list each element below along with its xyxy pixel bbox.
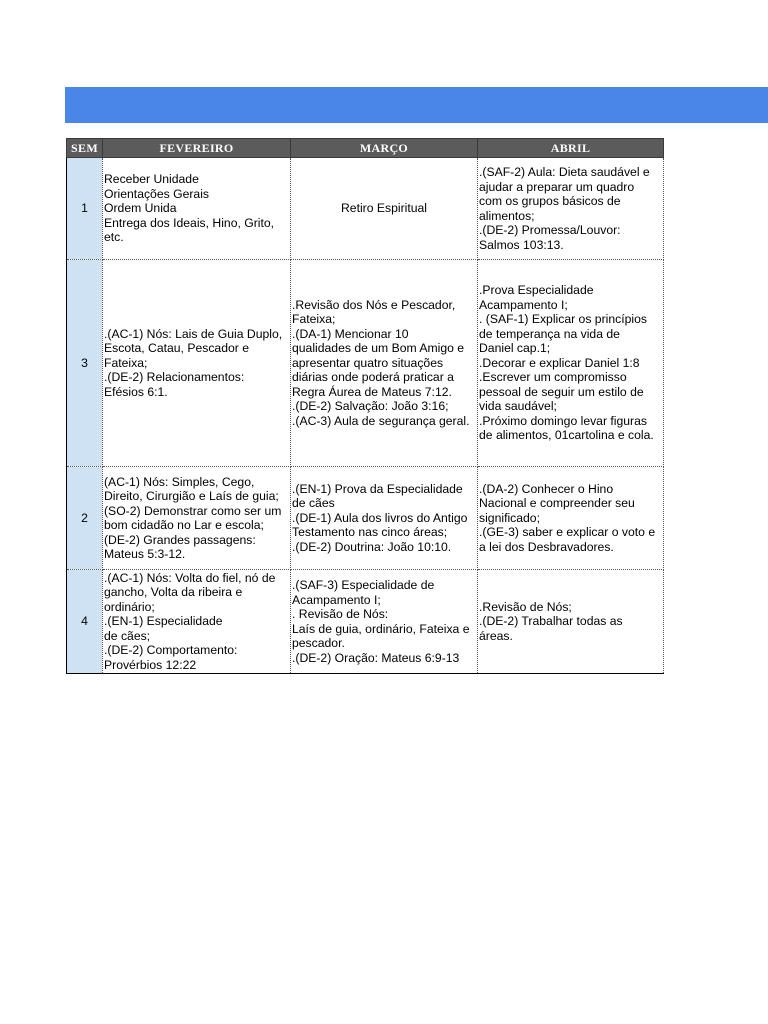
cell-line: Escota, Catau, Pescador e	[104, 341, 249, 356]
table-header-row	[67, 139, 664, 158]
cell-line: .(DE-2) Promessa/Louvor:	[479, 223, 621, 237]
header-fevereiro: FEVEREIRO	[103, 139, 291, 158]
abril-cell	[478, 260, 664, 467]
cell-line: . (SAF-1) Explicar os princípios	[479, 312, 647, 327]
cell-line: de cães;	[104, 628, 151, 643]
cell-line: .Próximo domingo levar figuras	[479, 413, 647, 428]
marco-cell	[291, 158, 478, 260]
cell-line: Retiro Espiritual	[340, 201, 428, 216]
cell-line: .(SAF-2) Aula: Dieta saudável e	[479, 165, 650, 179]
cell-line: .(DE-2) Salvação: João 3:16;	[292, 399, 449, 414]
schedule-table	[66, 138, 664, 674]
cell-line: pessoal de seguir um estilo de	[479, 384, 644, 399]
cell-line: Testamento nas cinco áreas;	[292, 525, 448, 540]
fevereiro-cell	[103, 158, 291, 260]
cell-line: Regra Áurea de Mateus 7:12.	[292, 384, 452, 399]
cell-line: apresentar quatro situações	[292, 355, 444, 370]
marco-cell	[291, 467, 478, 570]
cell-line: .(DE-2) Relacionamentos:	[104, 370, 245, 385]
cell-line: Direito, Cirurgião e Laís de guia;	[104, 489, 279, 503]
cell-line: .Decorar e explicar Daniel 1:8	[479, 355, 640, 370]
sem-cell: 2	[67, 467, 103, 570]
cell-line: Mateus 5:3-12.	[104, 547, 186, 561]
abril-cell	[478, 158, 664, 260]
cell-line: .(EN-1) Prova da Especialidade	[292, 481, 463, 496]
cell-line: .(EN-1) Especialidade	[104, 614, 223, 629]
cell-line: Ordem Unida	[104, 201, 177, 216]
cell-line: .(DE-2) Trabalhar todas as	[479, 614, 623, 629]
cell-line: .(DA-2) Conhecer o Hino	[479, 481, 614, 496]
cell-line: Entrega dos Ideais, Hino, Grito,	[104, 215, 275, 230]
marco-cell	[291, 260, 478, 467]
fevereiro-cell	[103, 467, 291, 570]
cell-line: áreas.	[479, 628, 513, 643]
cell-line: Fateixa;	[104, 355, 148, 370]
cell-line: gancho, Volta da ribeira e	[104, 585, 243, 600]
cell-line: (SO-2) Demonstrar como ser um	[104, 503, 282, 518]
cell-line: .Revisão dos Nós e Pescador,	[292, 297, 456, 312]
cell-line: alimentos;	[479, 208, 535, 223]
cell-line: de temperança na vida de	[479, 326, 620, 341]
cell-line: .Escrever um compromisso	[479, 370, 627, 385]
table-row	[67, 260, 664, 467]
marco-cell	[291, 570, 478, 674]
cell-line: .(AC-1) Nós: Volta do fiel, nó de	[104, 570, 276, 585]
cell-line: Salmos 103:13.	[479, 237, 564, 252]
fevereiro-cell	[103, 260, 291, 467]
cell-line: a lei dos Desbravadores.	[479, 539, 614, 554]
cell-line: .(SAF-3) Especialidade de	[292, 578, 435, 592]
cell-line: Daniel cap.1;	[479, 341, 551, 356]
cell-line: .(GE-3) saber e explicar o voto e	[479, 525, 656, 540]
cell-line: .(DA-1) Mencionar 10	[292, 326, 409, 341]
fevereiro-cell	[103, 570, 291, 674]
sem-cell: 3	[67, 260, 103, 467]
cell-line: qualidades de um Bom Amigo e	[292, 341, 465, 356]
cell-line: Orientações Gerais	[104, 186, 209, 201]
header-banner	[65, 87, 768, 123]
table-row	[67, 570, 664, 674]
cell-line: ajudar a preparar um quadro	[479, 179, 635, 194]
header-marco: MARÇO	[291, 139, 478, 158]
cell-line: de alimentos, 01cartolina e cola.	[479, 428, 654, 443]
cell-line: . Revisão de Nós:	[292, 607, 389, 621]
cell-line: bom cidadão no Lar e escola;	[104, 518, 264, 532]
cell-line: significado;	[479, 510, 540, 525]
table-row	[67, 158, 664, 260]
abril-cell	[478, 570, 664, 674]
cell-line: Nacional e compreender seu	[479, 496, 635, 511]
sem-cell: 1	[67, 158, 103, 260]
cell-line: Fateixa;	[292, 312, 336, 327]
cell-line: .(AC-3) Aula de segurança geral.	[292, 413, 470, 428]
cell-line: Acampamento I;	[292, 592, 381, 607]
table-row	[67, 467, 664, 570]
cell-line: de cães	[292, 496, 335, 511]
cell-line: vida saudável;	[479, 399, 557, 414]
cell-line: ordinário;	[104, 599, 155, 614]
cell-line: Receber Unidade	[104, 172, 199, 187]
cell-line: (DE-2) Grandes passagens:	[104, 532, 256, 547]
cell-line: .Revisão de Nós;	[479, 599, 572, 614]
cell-line: diárias onde poderá praticar a	[292, 370, 454, 385]
cell-line: Provérbios 12:22	[104, 657, 197, 672]
cell-line: etc.	[104, 230, 124, 245]
cell-line: .(DE-1) Aula dos livros do Antigo	[292, 510, 468, 525]
cell-line: pescador.	[292, 636, 345, 650]
cell-line: .(DE-2) Doutrina: João 10:10.	[292, 539, 452, 554]
abril-cell	[478, 467, 664, 570]
cell-line: Acampamento I;	[479, 297, 568, 312]
cell-line: Laís de guia, ordinário, Fateixa e	[292, 621, 470, 636]
header-sem: SEM	[67, 139, 103, 158]
cell-line: .(AC-1) Nós: Lais de Guia Duplo,	[104, 326, 283, 341]
cell-line: .Prova Especialidade	[479, 283, 594, 298]
cell-line: (AC-1) Nós: Simples, Cego,	[104, 474, 255, 489]
cell-line: .(DE-2) Comportamento:	[104, 643, 238, 658]
cell-line: .(DE-2) Oração: Mateus 6:9-13	[292, 650, 460, 665]
cell-line: com os grupos básicos de	[479, 194, 621, 208]
cell-line: Efésios 6:1.	[104, 384, 168, 399]
header-abril: ABRIL	[478, 139, 664, 158]
sem-cell: 4	[67, 570, 103, 674]
